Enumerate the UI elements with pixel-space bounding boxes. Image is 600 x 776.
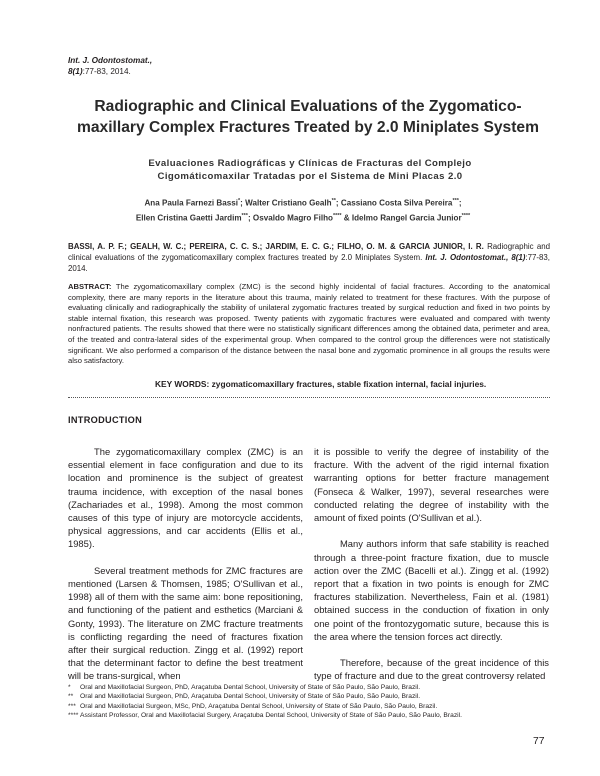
body-column-left bbox=[68, 445, 303, 696]
author-mark: **** bbox=[332, 212, 342, 219]
footnote-text: Oral and Maxillofacial Surgeon, PhD, Araçatuba Dental School, University of State of São Paulo, São Paulo, Brazil. bbox=[80, 693, 421, 701]
section-divider bbox=[68, 397, 550, 398]
journal-issue-line bbox=[68, 66, 152, 77]
footnote-mark: **** bbox=[68, 711, 79, 719]
citation-text: Radiographic and clinical evaluations of the zygomaticomaxillary complex fractures treated by 2.0 Miniplates System. bbox=[68, 242, 550, 262]
citation-authors: BASSI, A. P. F.; GEALH, W. C.; PEREIRA, C. C. S.; JARDIM, E. C. G.; FILHO, O. M. & GARCIA JUNIOR, I. R. bbox=[68, 242, 484, 251]
paragraph: Several treatment methods for ZMC fractures are mentioned (Larsen & Thomsen, 1985; O'Sullivan et al., 1998) all of them with the same aim: bone repositioning, and functioning of the patient and esthetics (Marciani & Gonty, 1993). The literature on ZMC fracture treatments is conflicting regarding the need of fractures fixation after their surgical reduction. Zingg et al. (1992) report that the determinant factor to define the best treatment will be trans-surgical, when bbox=[68, 564, 303, 682]
footnote-mark: * bbox=[68, 684, 71, 691]
paragraph: it is possible to verify the degree of instability of the fracture. With the advent of the rigid internal fixation warranting options for better fracture management (Fonseca & Walker, 1997), several researches were conducted relating the degree of instability with the amount of fixed points (O'Sullivan et al.). bbox=[314, 446, 549, 524]
paragraph: The zygomaticomaxillary complex (ZMC) is an essential element in face configuration and due to its location and prominence is the subject of greatest trauma incidence, with exception of the nasal bones (Zachariades et al., 1998). Among the most common causes of this type of injury are motorcycle accidents, physical aggressions, and car accidents (Ellis et al., 1985). bbox=[68, 446, 303, 550]
author-mark: *** bbox=[452, 198, 459, 204]
footnote bbox=[68, 692, 558, 701]
journal-pages: :77-83, 2014. bbox=[82, 67, 131, 76]
author-mark: * bbox=[238, 198, 241, 204]
author-name: Walter Cristiano Gealh bbox=[245, 198, 332, 208]
footnote-mark: *** bbox=[68, 702, 76, 710]
footnote-text: Assistant Professor, Oral and Maxillofacial Surgery, Araçatuba Dental School, University of State of São Paulo, São Paulo, Brazil. bbox=[80, 711, 462, 719]
footnote-mark: ** bbox=[68, 693, 74, 701]
author-list bbox=[72, 195, 534, 224]
footnote bbox=[68, 683, 558, 692]
footnote-text: Oral and Maxillofacial Surgeon, PhD, Araçatuba Dental School, University of State of São Paulo, São Paulo, Brazil. bbox=[80, 684, 421, 691]
section-heading-introduction: INTRODUCTION bbox=[68, 415, 143, 425]
author-mark: *** bbox=[241, 212, 248, 219]
journal-issue: 8(1) bbox=[68, 67, 83, 76]
footnotes bbox=[68, 683, 558, 720]
keywords-line: KEY WORDS: zygomaticomaxillary fractures, stable fixation internal, facial injuries. bbox=[155, 379, 487, 389]
footnote bbox=[68, 711, 558, 720]
abstract-text: The zygomaticomaxillary complex (ZMC) is the second highly incidental of facial fractures. According to the anatomical complexity, there are many reports in the literature about this trauma, mainly related to treatment for these fractures. With the purpose of evaluating clinically and radiographically the stability of unilateral zygomatic fractures treated by surgical reduction and fixed in two points by stable internal fixation, this research was proposed. Twenty patients with zygomatic fractures were evaluated and compared with twenty nonfractured patients. The results showed that there were no statistically significant differences among the obtained data, perimeter and area, of the treated and contra-lateral sides of the experimental group. When compared to the control group the differences were not statistically significant. We also performed a comparison of the distance between the nasal bone and zygomatic prominence in all groups the results were also satisfactory. bbox=[68, 282, 550, 366]
citation-pages: :77-83, 2014. bbox=[68, 253, 550, 273]
author-line-1: Ana Paula Farnezi Bassi*; Walter Cristiano Gealh**; Cassiano Costa Silva Pereira***; bbox=[144, 198, 462, 208]
author-name: Ana Paula Farnezi Bassi bbox=[144, 198, 239, 208]
author-name: Ellen Cristina Gaetti Jardim bbox=[135, 213, 242, 223]
footnote-text: Oral and Maxillofacial Surgeon, MSc, PhD, Araçatuba Dental School, University of State of São Paulo, São Paulo, Brazil. bbox=[80, 702, 438, 710]
author-name: Osvaldo Magro Filho bbox=[252, 213, 333, 223]
paper-title: Radiographic and Clinical Evaluations of the Zygomatico-maxillary Complex Fractures Treated by 2.0 Miniplates System bbox=[77, 98, 539, 136]
citation-journal: Int. J. Odontostomat., 8(1) bbox=[425, 253, 526, 262]
author-line-2: Ellen Cristina Gaetti Jardim***; Osvaldo Magro Filho**** & Idelmo Rangel Garcia Junior**** bbox=[135, 212, 471, 223]
author-name: Cassiano Costa Silva Pereira bbox=[340, 198, 453, 208]
abstract-block bbox=[68, 282, 550, 367]
journal-name: Int. J. Odontostomat., bbox=[68, 56, 153, 65]
footnote bbox=[68, 702, 558, 711]
paragraph: Many authors inform that safe stability is reached through a three-point fracture fixation, due to muscle action over the ZMC (Bacelli et al.). Zingg et al. (1992) report that a fixation in two points is enough for ZMC fractures stabilization. Nevertheless, Fain et al. (1981) obtained success in the conduction of fixation in only one point of the frontozygomatic suture, because this is the area where the tension forces act directly. bbox=[314, 538, 549, 642]
author-mark: **** bbox=[461, 212, 471, 219]
journal-reference bbox=[68, 55, 152, 77]
paragraph: Therefore, because of the great incidence of this type of fracture and due to the great controversy related bbox=[314, 657, 549, 682]
citation-block bbox=[68, 241, 550, 274]
paper-subtitle-spanish: Evaluaciones Radiográficas y Clínicas de Fracturas del Complejo Cigomáticomaxilar Tratadas por el Sistema de Mini Placas 2.0 bbox=[148, 158, 472, 182]
author-name: & Idelmo Rangel Garcia Junior bbox=[343, 213, 462, 223]
abstract-label: ABSTRACT: bbox=[68, 282, 112, 291]
body-column-right bbox=[314, 445, 549, 696]
author-mark: ** bbox=[331, 198, 336, 204]
page-number: 77 bbox=[533, 736, 545, 747]
